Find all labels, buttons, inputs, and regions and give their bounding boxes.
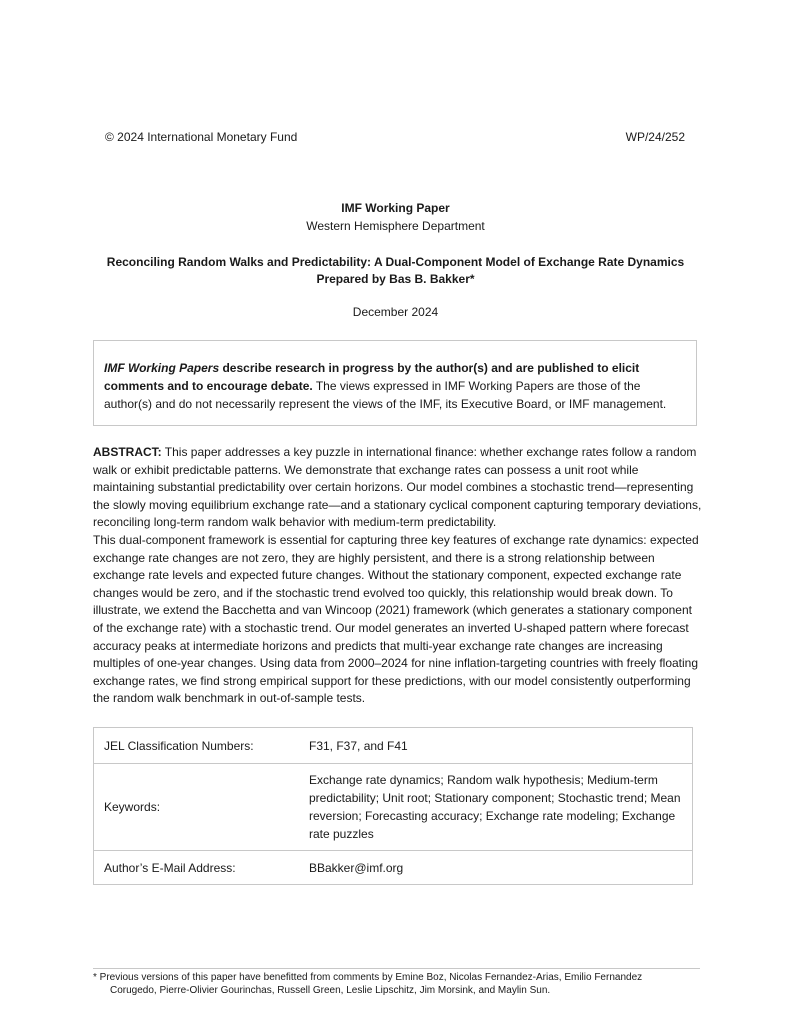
footnote-divider <box>93 968 700 969</box>
disclaimer-series-name: IMF Working Papers <box>104 361 220 375</box>
disclaimer-bold-text: describe research in progress by the author(s) and are published to elicit comments and to encourage debate. <box>104 361 640 393</box>
abstract <box>93 444 703 708</box>
abstract-paragraph-2: This dual-component framework is essential for capturing three key features of exchange rate dynamics: expected exchange rate changes are not zero, they are highly persistent, and there is a strong relationship between exchange rate levels and expected future changes. Without the stationary component, expected exchange rate changes would be zero, and if the stochastic trend evolved too quickly, this relationship would break down. To illustrate, we extend the Bacchetta and van Wincoop (2021) framework (which generates a stationary component of the exchange rate) with a stochastic trend. Our model generates an inverted U-shaped pattern where forecast accuracy peaks at intermediate horizons and predicts that multi-year exchange rate changes are increasing multiples of one-year changes. Using data from 2000–2024 for nine inflation-targeting countries with freely floating exchange rates, we find strong empirical support for these predictions, with our model consistently outperforming the random walk benchmark in out-of-sample tests. <box>93 532 699 706</box>
paper-info-table <box>93 727 693 885</box>
table-row <box>94 851 693 885</box>
footnote-line-1: * Previous versions of this paper have benefitted from comments by Emine Boz, Nicolas Fernandez-Arias, Emilio Fernandez <box>93 972 643 983</box>
footnote-line-2: Corugedo, Pierre-Olivier Gourinchas, Russell Green, Leslie Lipschitz, Jim Morsink, and Maylin Sun. <box>110 985 551 996</box>
abstract-paragraph-1-text: This paper addresses a key puzzle in international finance: whether exchange rates follow a random walk or exhibit predictable patterns. We demonstrate that exchange rates can possess a unit root while maintaining substantial predictability over certain horizons. Our model combines a stochastic trend—representing the slowly moving equilibrium exchange rate—and a stationary cyclical component capturing temporary deviations, reconciling long-term random walk behavior with medium-term predictability. <box>93 445 702 530</box>
keywords-value: Exchange rate dynamics; Random walk hypothesis; Medium-term predictability; Unit root; Stationary component; Stochastic trend; Mean reversion; Forecasting accuracy; Exchange rate modeling; Exchange rate puzzles <box>299 764 693 851</box>
abstract-paragraph-1 <box>93 444 703 532</box>
jel-value: F31, F37, and F41 <box>299 728 693 764</box>
keywords-label: Keywords: <box>94 764 300 851</box>
paper-title: Reconciling Random Walks and Predictability: A Dual-Component Model of Exchange Rate Dynamics <box>106 255 685 269</box>
paper-title-block <box>0 254 791 288</box>
email-label: Author’s E-Mail Address: <box>94 851 300 885</box>
jel-label: JEL Classification Numbers: <box>94 728 300 764</box>
department-name: Western Hemisphere Department <box>306 219 485 233</box>
series-title: IMF Working Paper <box>341 201 450 215</box>
author-line: Prepared by Bas B. Bakker* <box>316 272 475 286</box>
email-value: BBakker@imf.org <box>299 851 693 885</box>
disclaimer-box <box>93 340 697 426</box>
abstract-label: ABSTRACT: <box>93 445 162 459</box>
table-row <box>94 764 693 851</box>
copyright-notice: © 2024 International Monetary Fund <box>105 130 298 144</box>
footnote <box>93 971 698 997</box>
disclaimer-text: The views expressed in IMF Working Papers are those of the author(s) and do not necessarily represent the views of the IMF, its Executive Board, or IMF management. <box>104 379 667 411</box>
working-paper-number: WP/24/252 <box>625 130 685 144</box>
paper-date: December 2024 <box>352 305 439 319</box>
table-row <box>94 728 693 764</box>
